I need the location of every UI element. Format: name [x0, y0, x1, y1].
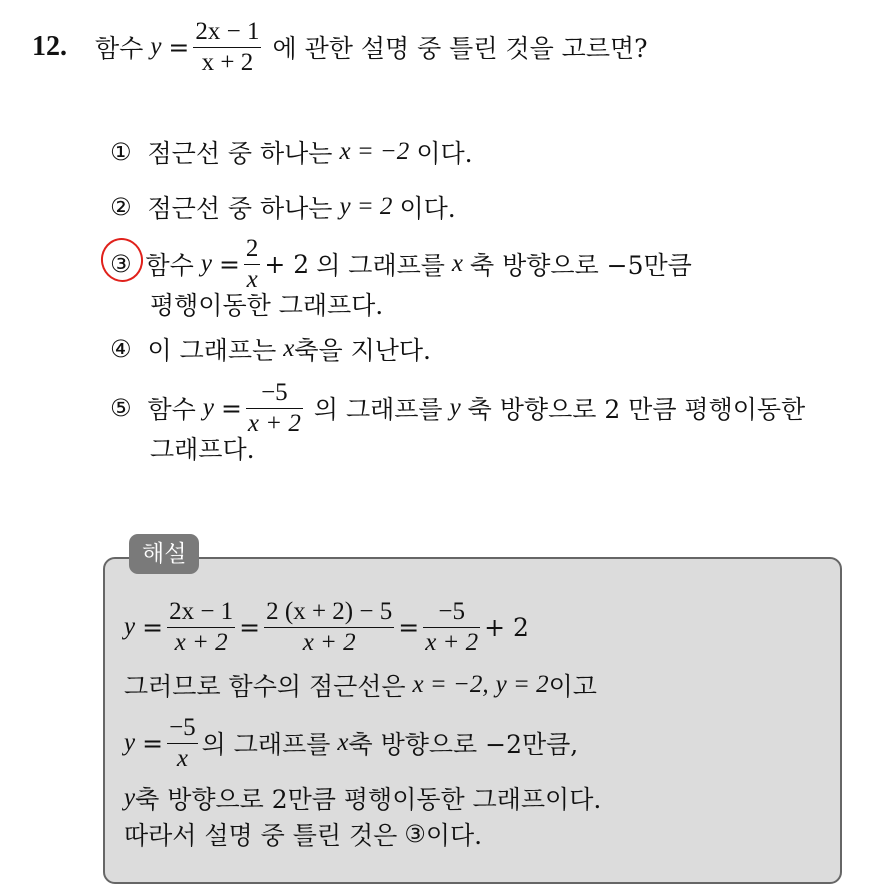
solution-line-4 — [124, 780, 601, 816]
option-text: 함수 — [147, 395, 196, 424]
question-y: y — [150, 33, 162, 60]
option-marker: ② — [110, 193, 132, 221]
solution-eq: = — [239, 612, 261, 642]
option-4 — [110, 331, 431, 367]
option-math: x = −2 — [339, 138, 410, 165]
option-math: + 2 — [264, 249, 310, 279]
option-text: 의 그래프를 — [316, 251, 445, 280]
option-math: y = 2 — [339, 193, 393, 220]
solution-y: y — [124, 729, 136, 756]
question-suffix: 에 관한 설명 중 틀린 것을 고르면? — [272, 34, 648, 63]
fraction-denominator: x + 2 — [201, 48, 254, 76]
fraction-denominator: x — [246, 265, 258, 293]
option-text-end: 축을 지난다. — [294, 336, 431, 365]
solution-math: x = −2, — [412, 671, 489, 698]
option-marker: ① — [110, 138, 132, 166]
option-marker: ④ — [110, 335, 132, 363]
option-marker: ⑤ — [110, 394, 132, 422]
solution-text-end: 이다. — [425, 821, 483, 850]
solution-math: y = 2 — [495, 671, 549, 698]
solution-text: 축 방향으로 2만큼 평행이동한 그래프이다. — [135, 785, 602, 814]
question-header — [32, 12, 648, 82]
solution-text: 의 그래프를 — [201, 730, 331, 759]
solution-fraction-1 — [167, 597, 235, 658]
solution-line-2 — [124, 667, 597, 703]
fraction-numerator: −5 — [423, 597, 480, 628]
option-text: 점근선 중 하나는 — [147, 139, 333, 168]
fraction-numerator: 2 (x + 2) − 5 — [264, 597, 394, 628]
option-2 — [110, 189, 456, 225]
solution-axis: x — [337, 729, 349, 756]
option-text-end: 축 방향으로 2 만큼 평행이동한 — [467, 395, 806, 424]
option-text-end: 이다. — [416, 139, 473, 168]
option-y: y — [200, 250, 212, 277]
solution-text: 그러므로 함수의 점근선은 — [124, 672, 406, 701]
question-eq: = — [168, 32, 190, 62]
fraction-numerator: −5 — [246, 378, 303, 409]
fraction-denominator: x — [176, 744, 188, 772]
fraction-numerator: 2x − 1 — [193, 17, 261, 48]
fraction-denominator: x + 2 — [425, 628, 479, 656]
fraction-denominator: x + 2 — [302, 628, 356, 656]
question-number: 12. — [32, 31, 67, 62]
fraction-denominator: x + 2 — [247, 409, 301, 437]
option-3-line2: 평행이동한 그래프다. — [150, 291, 384, 320]
question-prefix: 함수 — [95, 34, 144, 63]
option-fraction — [246, 378, 303, 439]
solution-tag: 해설 — [129, 534, 199, 574]
question-fraction — [193, 17, 261, 78]
solution-text-end: 이고 — [548, 672, 597, 701]
option-marker: ③ — [110, 250, 132, 278]
option-eq: = — [220, 393, 242, 423]
option-text: 점근선 중 하나는 — [147, 194, 333, 223]
solution-eq: = — [142, 728, 164, 758]
solution-fraction-2 — [264, 597, 394, 658]
option-axis: y — [449, 394, 461, 421]
solution-text-end: 축 방향으로 −2만큼, — [348, 730, 579, 759]
solution-y: y — [124, 613, 136, 640]
solution-line-5 — [124, 816, 482, 852]
option-fraction — [244, 234, 261, 295]
solution-line-3 — [124, 708, 578, 778]
fraction-numerator: 2 — [244, 234, 261, 265]
solution-eq: = — [142, 612, 164, 642]
option-text: 함수 — [145, 251, 194, 280]
option-text-end: 축 방향으로 −5만큼 — [470, 251, 692, 280]
option-text: 의 그래프를 — [313, 395, 443, 424]
solution-answer-marker: ③ — [404, 820, 426, 848]
option-1 — [110, 134, 473, 170]
solution-text: 따라서 설명 중 틀린 것은 — [124, 821, 398, 850]
option-axis: x — [451, 250, 464, 277]
option-5-line2: 그래프다. — [150, 435, 255, 464]
solution-eq: = — [398, 612, 420, 642]
solution-fraction — [167, 713, 198, 774]
option-text-end: 이다. — [399, 194, 456, 223]
option-axis: x — [283, 335, 295, 362]
fraction-numerator: −5 — [167, 713, 198, 744]
fraction-denominator: x + 2 — [174, 628, 228, 656]
fraction-numerator: 2x − 1 — [167, 597, 235, 628]
option-y: y — [202, 394, 214, 421]
solution-fraction-3 — [423, 597, 480, 658]
option-eq: = — [218, 249, 240, 279]
solution-equation — [124, 592, 529, 662]
solution-tail: + 2 — [484, 612, 529, 642]
solution-axis: y — [124, 784, 136, 811]
option-text: 이 그래프는 — [147, 336, 277, 365]
